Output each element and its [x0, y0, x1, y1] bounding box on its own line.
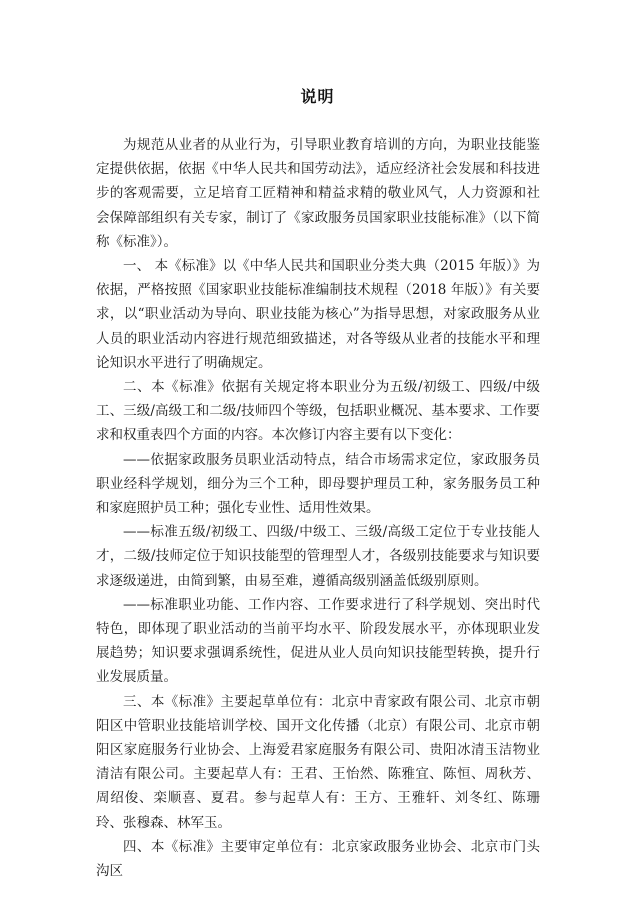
paragraph-change-1: ——依据家政服务员职业活动特点，结合市场需求定位，家政服务员职业经科学规划，细分为三个工种，即母婴护理员工种，家务服务员工种和家庭照护员工种；强化专业性、适用性效果。	[96, 451, 540, 517]
paragraph-item-3: 三、本《标准》主要起草单位有：北京中青家政有限公司、北京市朝阳区中管职业技能培训学校、国开文化传播（北京）有限公司、北京市朝阳区家庭服务行业协会、上海爱君家庭服务有限公司、贵阳冰清玉洁物业清洁有限公司。主要起草人有：王君、王怡然、陈雅宜、陈恒、周秋芳、周绍俊、栾顺喜、夏君。参与起草人有：王方、王雅轩、刘冬红、陈珊玲、张穆森、林军玉。	[96, 693, 540, 831]
paragraph-item-1: 一、 本《标准》以《中华人民共和国职业分类大典（2015 年版）》为依据，严格按照《国家职业技能标准编制技术规程（2018 年版）》有关要求，以“职业活动为导向、职业技能为核心”为指导思想，对家政服务从业人员的职业活动内容进行规范细致描述，对各等级从业者的技能水平和理论知识水平进行了明确规定。	[96, 258, 540, 371]
paragraph-change-3: ——标准职业功能、工作内容、工作要求进行了科学规划、突出时代特色，即体现了职业活动的当前平均水平、阶段发展水平，亦体现职业发展趋势；知识要求强调系统性，促进从业人员向知识技能型转换，提升行业发展质量。	[96, 596, 540, 686]
paragraph-item-2: 二、本《标准》依据有关规定将本职业分为五级/初级工、四级/中级工、三级/高级工和二级/技师四个等级，包括职业概况、基本要求、工作要求和权重表四个方面的内容。本次修订内容主要有以下变化：	[96, 379, 540, 444]
paragraph-item-4: 四、本《标准》主要审定单位有：北京家政服务业协会、北京市门头沟区	[96, 838, 540, 880]
page-title: 说明	[300, 87, 335, 106]
document-body	[96, 133, 540, 883]
paragraph-intro: 为规范从业者的从业行为，引导职业教育培训的方向，为职业技能鉴定提供依据，依据《中华人民共和国劳动法》，适应经济社会发展和科技进步的客观需要，立足培育工匠精神和精益求精的敬业风气，人力资源和社会保障部组织有关专家，制订了《家政服务员国家职业技能标准》（以下简称《标准》）。	[96, 137, 540, 250]
paragraph-change-2: ——标准五级/初级工、四级/中级工、三级/高级工定位于专业技能人才，二级/技师定位于知识技能型的管理型人才，各级别技能要求与知识要求逐级递进，由简到繁，由易至难，遵循高级别涵盖低级别原则。	[96, 524, 540, 589]
